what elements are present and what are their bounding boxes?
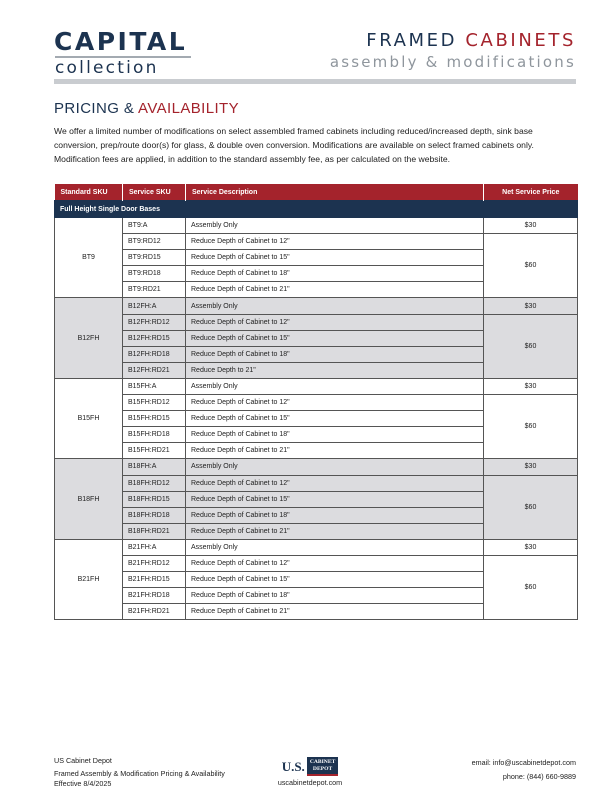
- document-title: [330, 30, 576, 72]
- logo-depot-box: [307, 757, 339, 776]
- description-cell: Reduce Depth of Cabinet to 18": [186, 346, 484, 362]
- description-cell: Reduce Depth of Cabinet to 18": [186, 266, 484, 282]
- description-cell: Reduce Depth of Cabinet to 21": [186, 282, 484, 298]
- service-sku-cell: B12FH:RD15: [123, 330, 186, 346]
- table-row: [55, 555, 578, 571]
- footer-effective: Effective 8/4/2025: [54, 779, 112, 788]
- sku-group: [55, 539, 578, 619]
- header-service-sku: Service SKU: [123, 184, 186, 201]
- table-row: [55, 298, 578, 314]
- service-sku-cell: B18FH:A: [123, 459, 186, 475]
- table-row: [55, 459, 578, 475]
- service-sku-cell: B12FH:RD12: [123, 314, 186, 330]
- assembly-price-cell: $30: [484, 378, 578, 394]
- service-sku-cell: B21FH:RD12: [123, 555, 186, 571]
- service-sku-cell: B21FH:A: [123, 539, 186, 555]
- header-price: Net Service Price: [484, 184, 578, 201]
- sku-group: [55, 378, 578, 458]
- description-cell: Reduce Depth of Cabinet to 12": [186, 314, 484, 330]
- description-cell: Reduce Depth of Cabinet to 12": [186, 234, 484, 250]
- standard-sku-cell: BT9: [55, 218, 123, 298]
- description-cell: Reduce Depth of Cabinet to 12": [186, 555, 484, 571]
- description-cell: Reduce Depth of Cabinet to 18": [186, 507, 484, 523]
- modification-price-cell: $60: [484, 314, 578, 378]
- table-row: [55, 234, 578, 250]
- service-sku-cell: BT9:RD21: [123, 282, 186, 298]
- service-sku-cell: B18FH:RD21: [123, 523, 186, 539]
- footer-company: US Cabinet Depot: [54, 756, 112, 765]
- header-standard-sku: Standard SKU: [55, 184, 123, 201]
- title-main: [330, 30, 576, 52]
- service-sku-cell: B15FH:RD21: [123, 443, 186, 459]
- group-label: Full Height Single Door Bases: [55, 201, 578, 218]
- footer-website-link[interactable]: uscabinetdepot.com: [277, 778, 343, 787]
- service-sku-cell: B21FH:RD18: [123, 588, 186, 604]
- logo-us-text: U.S.: [281, 758, 305, 774]
- service-sku-cell: BT9:A: [123, 218, 186, 234]
- description-cell: Assembly Only: [186, 459, 484, 475]
- description-cell: Reduce Depth of Cabinet to 15": [186, 330, 484, 346]
- service-sku-cell: B12FH:A: [123, 298, 186, 314]
- description-cell: Reduce Depth of Cabinet to 15": [186, 572, 484, 588]
- capital-collection-logo: [54, 28, 191, 78]
- table-row: [55, 395, 578, 411]
- footer-email[interactable]: email: info@uscabinetdepot.com: [471, 758, 576, 767]
- description-cell: Assembly Only: [186, 298, 484, 314]
- footer-center: [265, 757, 355, 787]
- table-row: [55, 475, 578, 491]
- title-word-framed: FRAMED: [366, 30, 458, 51]
- header-divider: [54, 79, 576, 84]
- standard-sku-cell: B21FH: [55, 539, 123, 619]
- service-sku-cell: B12FH:RD21: [123, 362, 186, 378]
- section-heading: [54, 100, 239, 117]
- modification-price-cell: $60: [484, 555, 578, 619]
- footer-right: [472, 756, 576, 784]
- standard-sku-cell: B15FH: [55, 378, 123, 458]
- service-sku-cell: BT9:RD12: [123, 234, 186, 250]
- standard-sku-cell: B18FH: [55, 459, 123, 539]
- heading-part-pricing: PRICING &: [54, 100, 139, 117]
- table-row: [55, 378, 578, 394]
- assembly-price-cell: $30: [484, 539, 578, 555]
- service-sku-cell: B18FH:RD18: [123, 507, 186, 523]
- modification-price-cell: $60: [484, 234, 578, 298]
- table-header-row: [55, 184, 578, 201]
- sku-group: [55, 459, 578, 539]
- description-cell: Reduce Depth of Cabinet to 18": [186, 427, 484, 443]
- table-row: [55, 539, 578, 555]
- description-cell: Reduce Depth of Cabinet to 12": [186, 395, 484, 411]
- footer-phone[interactable]: phone: (844) 660-9889: [502, 772, 576, 781]
- title-subtitle: assembly & modifications: [329, 53, 576, 71]
- service-sku-cell: B15FH:RD18: [123, 427, 186, 443]
- description-cell: Reduce Depth of Cabinet to 15": [186, 250, 484, 266]
- intro-paragraph: We offer a limited number of modifications on select assembled framed cabinets including reduced/increased depth, sink base conversion, prep/route door(s) for glass, & double oven conversion. Modifications are available on select framed cabinets only. Modification fees are applied, in addition to the standard assembly fee, as per calculated on the website.: [54, 126, 534, 164]
- header-description: Service Description: [186, 184, 484, 201]
- logo-capital-text: CAPITAL: [54, 27, 188, 56]
- description-cell: Reduce Depth to 21": [186, 362, 484, 378]
- table-row: [55, 314, 578, 330]
- description-cell: Reduce Depth of Cabinet to 18": [186, 588, 484, 604]
- description-cell: Assembly Only: [186, 539, 484, 555]
- service-sku-cell: B15FH:RD12: [123, 395, 186, 411]
- us-cabinet-depot-logo: [282, 757, 339, 776]
- service-sku-cell: B15FH:A: [123, 378, 186, 394]
- service-sku-cell: B12FH:RD18: [123, 346, 186, 362]
- service-sku-cell: BT9:RD15: [123, 250, 186, 266]
- sku-group: [55, 298, 578, 378]
- description-cell: Reduce Depth of Cabinet to 15": [186, 491, 484, 507]
- service-sku-cell: B15FH:RD15: [123, 411, 186, 427]
- description-cell: Reduce Depth of Cabinet to 21": [186, 523, 484, 539]
- service-sku-cell: B18FH:RD12: [123, 475, 186, 491]
- service-sku-cell: B18FH:RD15: [123, 491, 186, 507]
- description-cell: Reduce Depth of Cabinet to 21": [186, 443, 484, 459]
- logo-cabinet-text: CABINET: [309, 759, 336, 765]
- description-cell: Reduce Depth of Cabinet to 21": [186, 604, 484, 620]
- assembly-price-cell: $30: [484, 298, 578, 314]
- modification-price-cell: $60: [484, 395, 578, 459]
- standard-sku-cell: B12FH: [55, 298, 123, 378]
- modification-price-cell: $60: [484, 475, 578, 539]
- logo-collection-text: collection: [55, 58, 159, 78]
- heading-part-availability: AVAILABILITY: [138, 100, 239, 117]
- service-sku-cell: B21FH:RD15: [123, 572, 186, 588]
- description-cell: Assembly Only: [186, 218, 484, 234]
- sku-group: [55, 218, 578, 298]
- description-cell: Reduce Depth of Cabinet to 15": [186, 411, 484, 427]
- logo-depot-text: DEPOT: [312, 765, 333, 772]
- pricing-table: [54, 184, 578, 620]
- assembly-price-cell: $30: [484, 218, 578, 234]
- footer-doc-title: Framed Assembly & Modification Pricing & Availability: [54, 769, 225, 778]
- description-cell: Reduce Depth of Cabinet to 12": [186, 475, 484, 491]
- group-row: [55, 201, 578, 218]
- service-sku-cell: B21FH:RD21: [123, 604, 186, 620]
- service-sku-cell: BT9:RD18: [123, 266, 186, 282]
- description-cell: Assembly Only: [186, 378, 484, 394]
- footer-left: [54, 756, 225, 789]
- assembly-price-cell: $30: [484, 459, 578, 475]
- title-word-cabinets: CABINETS: [465, 30, 576, 51]
- table-row: [55, 218, 578, 234]
